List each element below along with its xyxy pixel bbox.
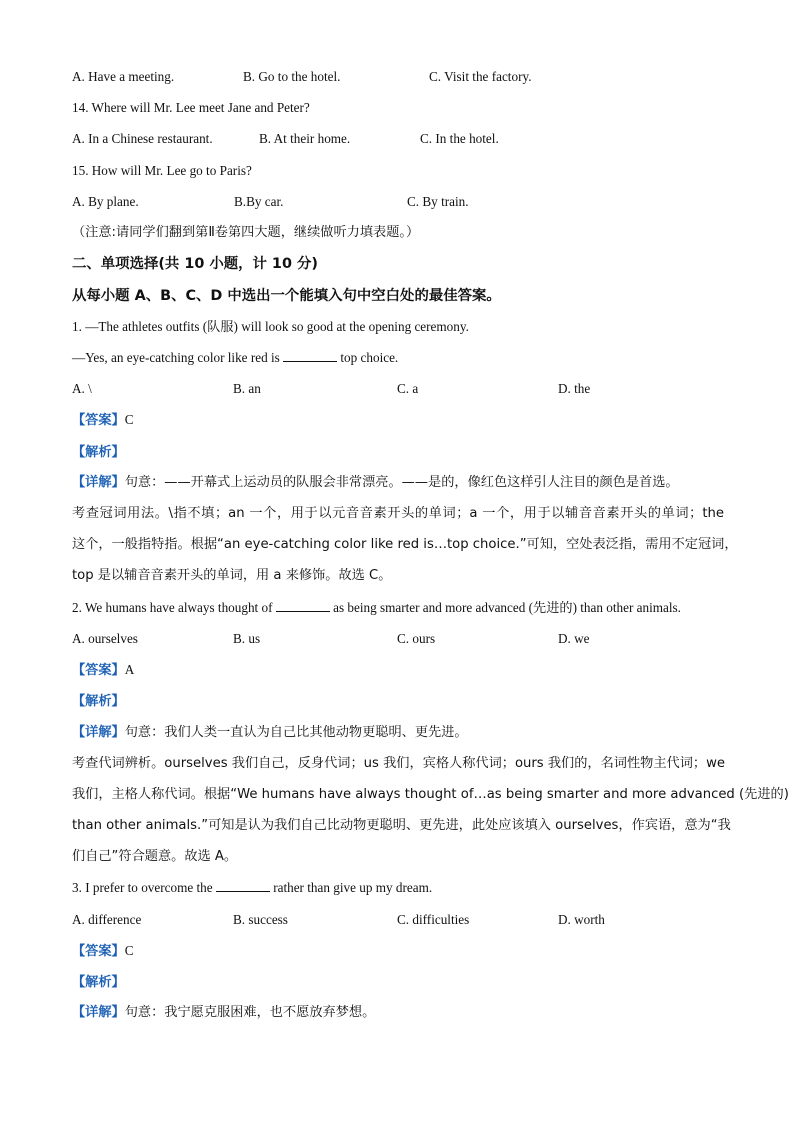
q14-option-a: A. In a Chinese restaurant. [72,131,213,146]
q13-option-c: C. Visit the factory. [429,69,532,84]
q14-option-c: C. In the hotel. [420,131,499,146]
answer-label: 【答案】 [72,413,125,428]
question-1-stem-line2 [72,349,398,367]
question-1-detail-line4: top 是以辅音音素开头的单词，用 a 来修饰。故选 C。 [72,568,392,583]
question-2-detail-line5: 们自己”符合题意。故选 A。 [72,849,238,864]
question-1-option-b: B. an [233,381,261,396]
question-3-option-c: C. difficulties [397,912,470,927]
q13-option-b: B. Go to the hotel. [243,69,341,84]
question-1-answer-value: C [124,412,134,427]
question-1-analysis [72,443,125,462]
question-1-detail-text1: 句意：——开幕式上运动员的队服会非常漂亮。——是的，像红色这样引人注目的颜色是首选。 [124,475,679,490]
question-1-detail-line3: 这个，一般指特指。根据“an eye-catching color like red is…top choice.”可知，空处表泛指，需用不定冠词， [72,537,738,552]
question-2-option-c: C. ours [397,631,436,646]
detail-label: 【详解】 [72,1005,125,1020]
question-2-blank [276,599,330,612]
question-3-answer-value: C [124,943,134,958]
question-1-detail-line2: 考查冠词用法。\指不填；an 一个，用于以元音音素开头的单词；a 一个，用于以辅音音素开头的单词；the [72,506,724,521]
question-1-answer [72,411,134,430]
analysis-label: 【解析】 [72,975,125,990]
answer-label: 【答案】 [72,944,125,959]
section-instruction: 从每小题 A、B、C、D 中选出一个能填入句中空白处的最佳答案。 [72,288,501,304]
question-2-answer [72,661,134,680]
analysis-label: 【解析】 [72,694,125,709]
q15-option-c: C. By train. [407,194,469,209]
analysis-label: 【解析】 [72,445,125,460]
question-1-stem-post: top choice. [340,350,399,365]
question-3-option-b: B. success [233,912,288,927]
question-3-stem-post: rather than give up my dream. [273,880,433,895]
q15-option-a: A. By plane. [72,194,139,209]
question-3-detail-text1: 句意：我宁愿克服困难，也不愿放弃梦想。 [124,1005,376,1020]
detail-label: 【详解】 [72,725,125,740]
question-1-option-d: D. the [558,381,591,396]
question-2-stem-post: as being smarter and more advanced (先进的) than other animals. [333,600,681,615]
question-2-analysis [72,692,125,711]
detail-label: 【详解】 [72,475,125,490]
question-2-stem-pre: 2. We humans have always thought of [72,600,273,615]
question-3-option-a: A. difference [72,912,142,927]
question-3-stem-pre: 3. I prefer to overcome the [72,880,213,895]
question-1-option-a: A. \ [72,381,92,396]
question-2-answer-value: A [124,662,135,677]
question-1-blank [283,349,337,362]
question-3-option-d: D. worth [558,912,605,927]
question-1-option-c: C. a [397,381,419,396]
question-3-answer [72,942,134,961]
q13-option-a: A. Have a meeting. [72,69,175,84]
question-1-stem-pre: —Yes, an eye-catching color like red is [72,350,280,365]
question-2-detail-line4: than other animals.”可知是认为我们自己比动物更聪明、更先进，此处应该填入 ourselves，作宾语，意为“我 [72,818,731,833]
question-2-option-a: A. ourselves [72,631,138,646]
q15-question: 15. How will Mr. Lee go to Paris? [72,163,252,178]
section-heading: 二、单项选择(共 10 小题，计 10 分) [72,256,318,272]
question-3-stem [72,879,432,897]
question-1-stem-line1: 1. —The athletes outfits (队服) will look so good at the opening ceremony. [72,319,469,334]
question-2-stem [72,599,681,617]
question-1-detail-line1 [72,474,679,492]
question-2-detail-line1 [72,724,468,742]
question-3-detail-line1 [72,1004,375,1022]
q14-question: 14. Where will Mr. Lee meet Jane and Peter? [72,100,310,115]
question-2-detail-text1: 句意：我们人类一直认为自己比其他动物更聪明、更先进。 [124,725,468,740]
question-2-option-b: B. us [233,631,261,646]
question-2-detail-line2: 考查代词辨析。ourselves 我们自己，反身代词；us 我们，宾格人称代词；ours 我们的，名词性物主代词；we [72,756,726,771]
question-3-blank [216,879,270,892]
listening-note: （注意:请同学们翻到第Ⅱ卷第四大题，继续做听力填表题。） [72,225,420,240]
question-3-analysis [72,973,125,992]
q14-option-b: B. At their home. [259,131,351,146]
question-2-detail-line3: 我们，主格人称代词。根据“We humans have always thought of…as being smarter and more advanced (先进的) [72,787,789,802]
q15-option-b: B.By car. [234,194,284,209]
question-2-option-d: D. we [558,631,590,646]
answer-label: 【答案】 [72,663,125,678]
